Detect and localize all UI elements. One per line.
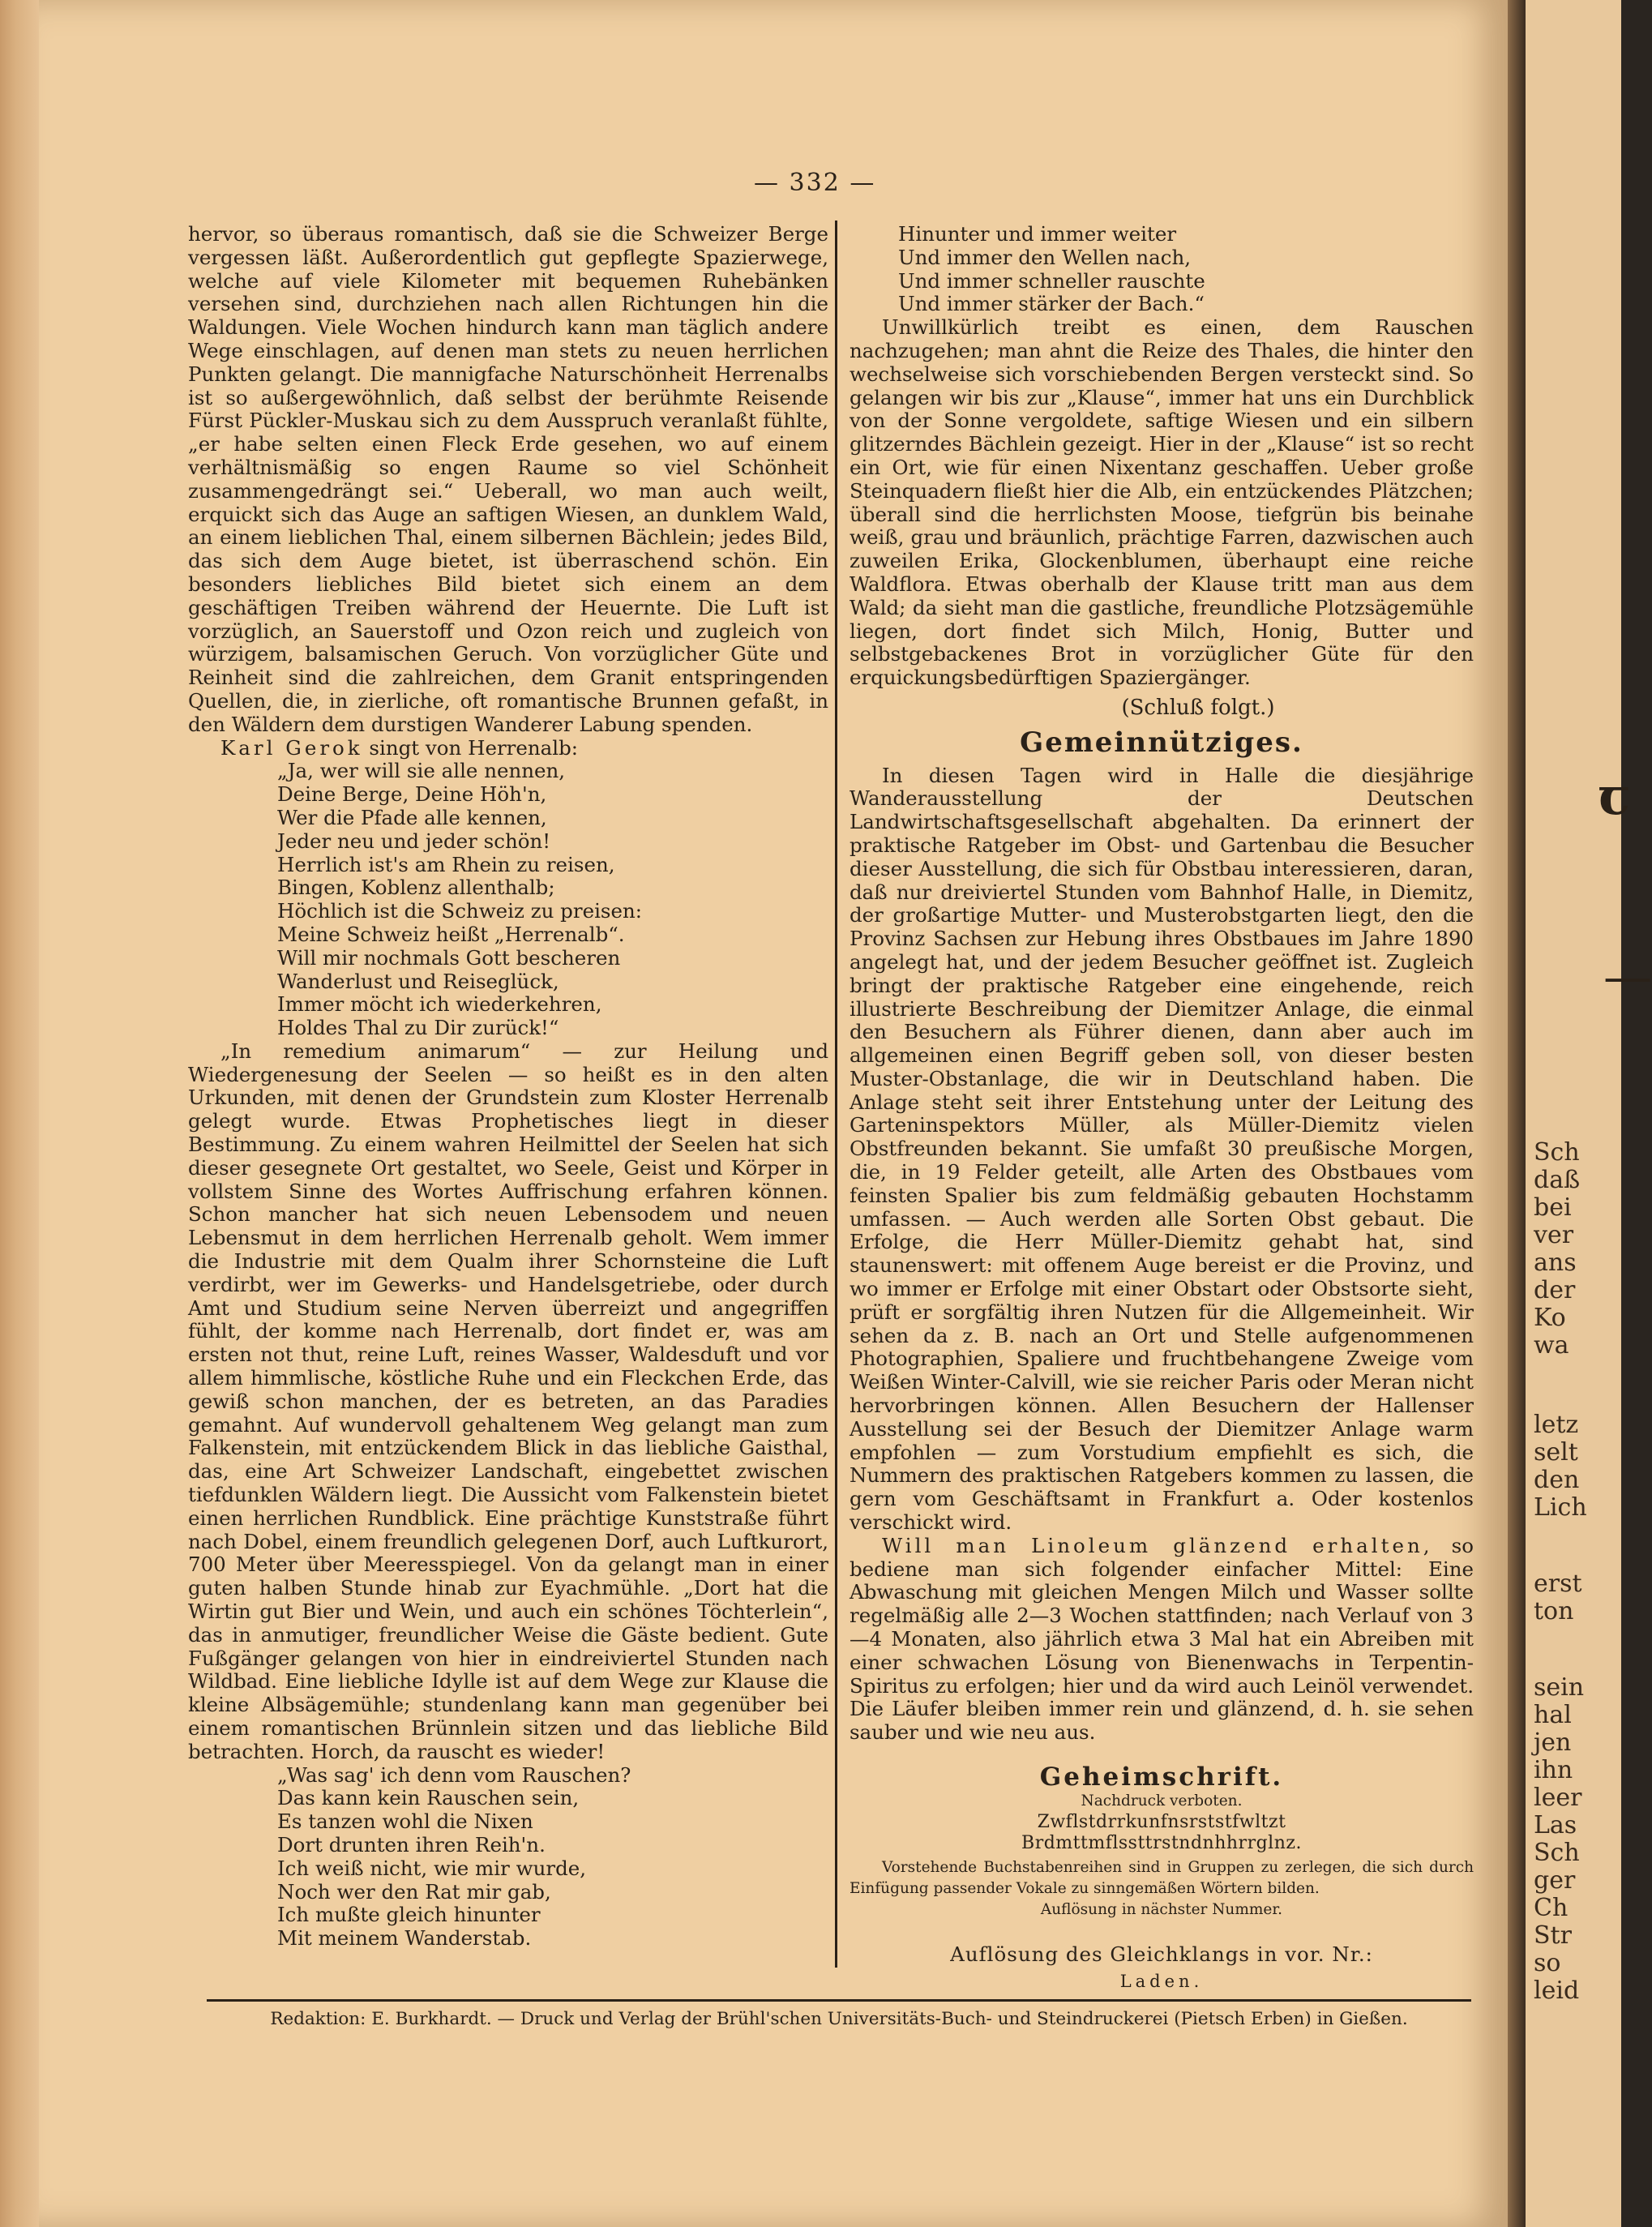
fragment-line: hal [1534,1701,1572,1729]
imprint-footer: Redaktion: E. Burkhardt. — Druck und Verlag der Brühl'schen Universitäts-Buch- und Steindruckerei (Pietsch Erben) in Gießen. [270,2009,1408,2029]
poem-line: Mit meinem Wanderstab. [277,1926,532,1951]
poem-line: Höchlich ist die Schweiz zu preisen: [277,899,643,923]
fragment-line: ihn [1534,1756,1573,1784]
poem-line: Jeder neu und jeder schön! [277,829,551,853]
poem-line: Und immer stärker der Bach.“ [898,292,1205,316]
fragment-line: leer [1534,1784,1582,1812]
poem-line: Wanderlust und Reiseglück, [277,969,559,993]
poem-line: Ich weiß nicht, wie mir wurde, [277,1856,587,1880]
poem-line: Will mir nochmals Gott bescheren [277,945,621,970]
footer-rule [207,1999,1471,2002]
fragment-line: letz [1534,1411,1579,1439]
fragment-line: ton [1534,1597,1574,1625]
fragment-gap [1534,1360,1615,1411]
poem-line: Ich mußte gleich hinunter [277,1903,541,1927]
poem-line: Meine Schweiz heißt „Herrenalb“. [277,922,625,946]
poem-line: Das kann kein Rauschen sein, [277,1786,580,1810]
poem-rauschen [277,1764,828,1951]
fragment-line: jen [1534,1728,1572,1757]
continued-note: (Schluß folgt.) [1121,695,1275,720]
adjacent-page-mark: — [1603,949,1652,1005]
fragment-line: so [1534,1949,1561,1977]
puzzle-title: Geheimschrift. [1039,1762,1284,1792]
previous-solution-label: Auflösung des Gleichklangs in vor. Nr.: [950,1942,1373,1966]
article-paragraph: Unwillkürlich treibt es einen, dem Rauschen nachzugehen; man ahnt die Reize des Thales, die hinter den wechselweise sich vorschiebenden Bergen versteckt sind. So gelangen wir bis zur „Klause“, immer hat uns ein Durchblick von der Sonne vergoldete, saftige Wiesen und ein silbern glitzerndes Bächlein gezeigt. Hier in der „Klause“ ist so recht ein Ort, wie für einen Nixentanz geschaffen. Ueber große Steinquadern fließt hier die Alb, ein entzückendes Plätzchen; überall sind die herrlichsten Moose, tiefgrün bis beinahe weiß, grau und bräunlich, prächtige Farren, dazwischen auch zuweilen Erika, Glockenblumen, überhaupt eine reiche Waldflora. Etwas oberhalb der Klause tritt man aus dem Wald; da sieht man die gastliche, freundliche Plotzsägemühle liegen, dort findet sich Milch, Honig, Butter und selbstgebackenes Brot in vorzüglicher Güte für den erquickungsbedürftigen Spaziergänger. [850,315,1474,690]
attribution-text: singt von Herrenalb: [362,735,579,760]
right-column [850,222,1474,1991]
fragment-line: Las [1534,1811,1577,1839]
fragment-line: selt [1534,1438,1578,1467]
poem-line: „Was sag' ich denn vom Rauschen? [277,1762,631,1787]
poem-line: Wer die Pfade alle kennen, [277,805,547,829]
copyright-note: Nachdruck verboten. [1081,1792,1243,1809]
book-left-edge [0,0,41,2227]
fragment-line: den [1534,1466,1580,1494]
article-paragraph: In diesen Tagen wird in Halle die diesjährige Wanderausstellung der Deutschen Landwirtschaftsgesellschaft abgehalten. Da erinnert der praktische Ratgeber im Obst- und Gartenbau die Besucher dieser Ausstellung, die sich für Obstbau interessieren, daran, daß nur dreiviertel Stunden vom Bahnhof Halle, in Diemitz, der großartige Mutter- und Musterobstgarten liegt, den die Provinz Sachsen zur Hebung ihres Obstbaues im Jahre 1890 angelegt hat, und der jedem Besucher geöffnet ist. Zugleich bringt der praktische Ratgeber eine eingehende, reich illustrierte Beschreibung der Diemitzer Anlage, die einmal den Besuchern als Führer dienen, dann aber auch im allgemeinen einen Begriff geben soll, von dieser besten Muster-Obstanlage, die wir in Deutschland haben. Die Anlage steht seit ihrer Entstehung unter der Leitung des Garteninspektors Müller, als Müller-Diemitz vielen Obstfreunden bekannt. Sie umfaßt 30 preußische Morgen, die, in 19 Felder geteilt, alle Arten des Obstbaues vom feinsten Spalier bis zum feldmäßig gebauten Hochstamm umfassen. — Auch werden alle Sorten Obst gebaut. Die Erfolge, die Herr Müller-Diemitz gehabt hat, sind staunenswert: mit offenem Auge bereist er die Provinz, und wo immer er Erfolge mit einer Obstart oder Obstsorte sieht, prüft er sorgfältig ihren Nutzen für die Allgemeinheit. Wir sehen da z. B. nach an Ort und Stelle aufgenommenen Photographien, Spaliere und fruchtbehangene Zweige vom Weißen Winter-Calvill, wie sie reicher Paris oder Meran nicht hervorbringen können. Allen Besuchern der Hallenser Ausstellung sei der Besuch der Diemitzer Anlage warm empfohlen — zum Vorstudium empfiehlt es sich, die Nummern des praktischen Ratgebers kommen zu lassen, die gern vom Geschäftsamt in Frankfurt a. Oder kostenlos verschickt wird. [850,763,1474,1535]
fragment-line: ver [1534,1221,1574,1249]
page-number: — 332 — [754,169,876,197]
poem-line: Noch wer den Rat mir gab, [277,1879,551,1904]
article-paragraph: hervor, so überaus romantisch, daß sie die Schweizer Berge vergessen läßt. Außerordentlich gut gepflegte Spazierwege, welche auf viele Kilometer mit bequemen Ruhebänken versehen sind, durchziehen nach allen Richtungen hin die Waldungen. Viele Wochen hindurch kann man täglich andere Wege einschlagen, auf denen man stets zu neuen herrlichen Punkten gelangt. Die mannigfache Naturschönheit Herrenalbs ist so außergewöhnlich, daß selbst der berühmte Reisende Fürst Pückler-Muskau sich zu dem Ausspruch veranlaßt fühlte, „er habe selten einen Fleck Erde gesehen, wo auf einem verhältnismäßig so engen Raume so viel Schönheit zusammengedrängt sei.“ Ueberall, wo man auch weilt, erquickt sich das Auge an saftigen Wiesen, an dunklem Wald, an einem lieblichen Thal, einem silbernen Bächlein; jedes Bild, das sich dem Auge bietet, ist überraschend schön. Ein besonders liebliches Bild bietet sich einem an dem geschäftigen Treiben während der Heuernte. Die Luft ist vorzüglich, an Sauerstoff und Ozon reich und zugleich von würzigem, balsamischen Geruch. Von vorzüglicher Güte und Reinheit sind die zahlreichen, dem Granit entspringenden Quellen, die, in zierliche, oft romantische Brunnen gefaßt, in den Wäldern dem durstigen Wanderer Labung spenden. [188,222,828,736]
poem-line: Holdes Thal zu Dir zurück!“ [277,1016,559,1040]
paragraph-text: so bediene man sich folgender einfacher Mittel: Eine Abwaschung mit gleichen Mengen Milch und Wasser sollte regelmäßig alle 2—3 Wochen stattfinden; nach Verlauf von 3—4 Monaten, also jährlich etwa 3 Mal hat ein Abreiben mit einer schwachen Lösung von Bienenwachs in Terpentin-Spiritus zu erfolgen; hier und da wird auch Leinöl verwendet. Die Läufer bleiben immer rein und glänzend, d. h. sie sehen sauber und wie neu aus. [850,1533,1474,1745]
fragment-gap [1534,1522,1615,1570]
poem-continuation [898,223,1474,316]
fragment-line: der [1534,1276,1576,1304]
author-name: Karl Gerok [220,735,363,760]
fragment-line: wa [1534,1331,1569,1360]
left-column [188,223,828,1982]
poem-line: Es tanzen wohl die Nixen [277,1809,533,1834]
fragment-line: Sch [1534,1138,1580,1167]
poem-line: Immer möcht ich wiederkehren, [277,992,602,1017]
fragment-line: daß [1534,1166,1581,1194]
article-paragraph: „In remedium animarum“ — zur Heilung und Wiedergenesung der Seelen — so heißt es in den alten Urkunden, mit denen der Grundstein zum Kloster Herrenalb gelegt wurde. Etwas Prophetisches liegt in dieser Bestimmung. Zu einem wahren Heilmittel der Seelen hat sich dieser gesegnete Ort gestaltet, wo Seele, Geist und Körper in vollstem Sinne des Wortes Auffrischung erfahren können. Schon mancher hat sich neuen Lebensodem und neuen Lebensmut in dem herrlichen Herrenalb geholt. Wem immer die Industrie mit dem Qualm ihrer Schornsteine die Luft verdirbt, wer im Gewerks- und Handelsgetriebe, oder durch Amt und Studium seine Nerven überreizt und angegriffen fühlt, der komme nach Herrenalb, dort findet er, was am ersten not thut, reine Luft, reines Wasser, Waldesduft und vor allem himmlische, köstliche Ruhe und ein Fleckchen Erde, das gewiß schon manchen, der es betreten, an das Paradies gemahnt. Auf wundervoll gehaltenem Weg gelangt man zum Falkenstein, mit entzückendem Blick in das liebliche Gaisthal, das, eine Art Schweizer Landschaft, eingebettet zwischen tiefdunklen Wäldern liegt. Die Aussicht vom Falkenstein bietet einen herrlichen Rundblick. Eine prächtige Kunststraße führt nach Dobel, einem freundlich gelegenen Dorf, auch Luftkurort, 700 Meter über Meeresspiegel. Von da gelangt man in einer guten halben Stunde hinab zur Eyachmühle. „Dort hat die Wirtin gut Bier und Wein, und auch ein schönes Töchterlein“, das in anmutiger, freundlicher Weise die Gäste bedient. Gute Fußgänger gelangen von hier in eindreiviertel Stunden nach Wildbad. Eine liebliche Idylle ist auf dem Wege zur Klause die kleine Albsägemühle; stundenlang kann man gegenüber bei einem romantischen Brünnlein sitzen und das liebliche Bild betrachten. Horch, da rauscht es wieder! [188,1039,828,1763]
article-paragraph [850,1535,1474,1745]
previous-solution-word: Laden. [1119,1971,1204,1991]
poem-line: Und immer schneller rauschte [898,268,1205,293]
fragment-line: leid [1534,1976,1580,2005]
poem-line: Deine Berge, Deine Höh'n, [277,782,547,807]
adjacent-page-fragment [1526,0,1652,2227]
fragment-line: ans [1534,1248,1577,1277]
fragment-line: ger [1534,1866,1576,1895]
poem-line: Herrlich ist's am Rhein zu reisen, [277,852,615,876]
solution-notice: Auflösung in nächster Nummer. [1040,1900,1283,1918]
fragment-line: Lich [1534,1493,1587,1522]
cipher-line: Brdmttmflssttrstndnhhrrglnz. [1021,1832,1302,1853]
cipher-line: Zwflstdrrkunfnsrststfwltzt [1037,1811,1286,1832]
fragment-line: Ko [1534,1304,1566,1332]
poem-line: „Ja, wer will sie alle nennen, [277,759,566,783]
poem-line: Hinunter und immer weiter [898,222,1177,246]
poem-herrenalb [277,760,828,1040]
section-title: Gemeinnütziges. [1020,726,1303,759]
fragment-line: erst [1534,1570,1582,1598]
fragment-line: bei [1534,1193,1572,1222]
poem-line: Dort drunten ihren Reih'n. [277,1832,546,1857]
fragment-gap [1534,1625,1615,1674]
poem-line: Bingen, Koblenz allenthalb; [277,876,555,900]
book-gutter [1508,0,1526,2227]
fragment-line: Ch [1534,1894,1569,1922]
fragment-line: Sch [1534,1839,1580,1867]
poem-attribution [188,737,828,760]
fragment-line: Str [1534,1921,1572,1950]
paragraph-lead: Will man Linoleum glänzend erhalten, [882,1533,1433,1557]
column-divider [835,221,837,1968]
puzzle-instructions: Vorstehende Buchstabenreihen sind in Gruppen zu zerlegen, die sich durch Einfügung passender Vokale zu sinngemäßen Wörtern bilden. [850,1858,1474,1897]
adjacent-page-ornament: ꞇ [1599,766,1630,827]
fragment-line: sein [1534,1673,1585,1702]
adjacent-page-text [1534,1139,1615,2005]
poem-line: Und immer den Wellen nach, [898,245,1192,269]
